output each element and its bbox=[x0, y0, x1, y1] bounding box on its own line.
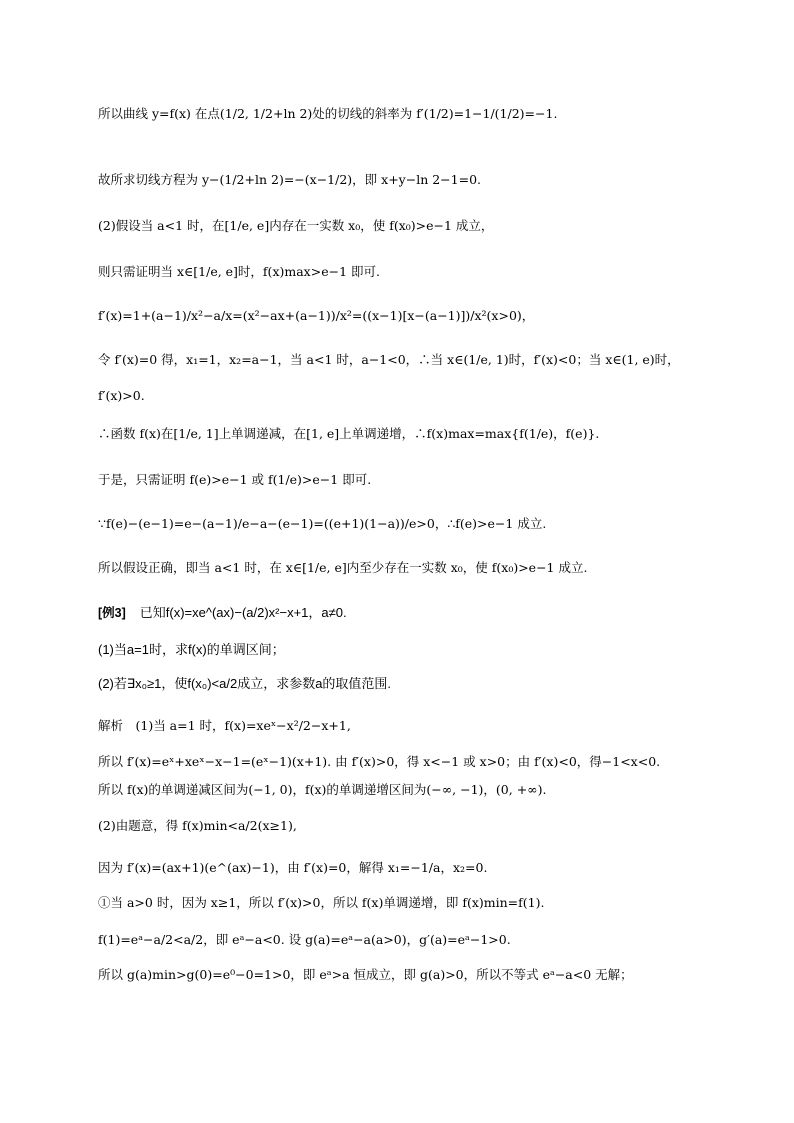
solution-line: 所以 f(x)的单调递减区间为(−1, 0)，f(x)的单调递增区间为(−∞, −1)，(0, +∞). bbox=[98, 782, 547, 797]
text-line: 则只需证明当 x∈[1/e, e]时，f(x)max>e−1 即可. bbox=[98, 264, 380, 279]
solution-line: 解析 (1)当 a=1 时，f(x)=xeˣ−x²/2−x+1, bbox=[98, 718, 351, 733]
solution-line: ①当 a>0 时，因为 x≥1，所以 f′(x)>0，所以 f(x)单调递增，即 f(x)min=f(1). bbox=[98, 895, 545, 910]
text-line: ∴函数 f(x)在[1/e, 1]上单调递减，在[1, e]上单调递增，∴f(x)max=max{f(1/e)，f(e)}. bbox=[98, 426, 600, 441]
text-line: 于是，只需证明 f(e)>e−1 或 f(1/e)>e−1 即可. bbox=[98, 472, 372, 487]
solution-line: 因为 f′(x)=(ax+1)(e^(ax)−1)，由 f′(x)=0，解得 x₁=−1/a，x₂=0. bbox=[98, 860, 488, 875]
example-header bbox=[98, 605, 734, 621]
text-line: 令 f′(x)=0 得，x₁=1，x₂=a−1，当 a<1 时，a−1<0，∴当 x∈(1/e, 1)时，f′(x)<0；当 x∈(1, e)时， bbox=[98, 352, 680, 367]
example-question-1: (1)当a=1时，求f(x)的单调区间； bbox=[98, 642, 285, 657]
text-line: f′(x)>0. bbox=[98, 388, 145, 403]
solution-line: f(1)=eᵃ−a/2<a/2，即 eᵃ−a<0. 设 g(a)=eᵃ−a(a>0)，g′(a)=eᵃ−1>0. bbox=[98, 932, 511, 947]
example-label: [例3] bbox=[98, 606, 126, 620]
text-line: ∵f(e)−(e−1)=e−(a−1)/e−a−(e−1)=((e+1)(1−a))/e>0，∴f(e)>e−1 成立. bbox=[98, 516, 547, 531]
example-statement: 已知f(x)=xe^(ax)−(a/2)x²−x+1，a≠0. bbox=[139, 605, 347, 620]
example-question-2: (2)若∃x₀≥1，使f(x₀)<a/2成立，求参数a的取值范围. bbox=[98, 676, 392, 691]
solution-line: (2)由题意，得 f(x)min<a/2(x≥1), bbox=[98, 818, 297, 833]
text-line: 故所求切线方程为 y−(1/2+ln 2)=−(x−1/2)，即 x+y−ln 2−1=0. bbox=[98, 172, 482, 187]
text-line: (2)假设当 a<1 时，在[1/e, e]内存在一实数 x₀，使 f(x₀)>e−1 成立， bbox=[98, 218, 494, 233]
text-line: 所以曲线 y=f(x) 在点(1/2, 1/2+ln 2)处的切线的斜率为 f′(1/2)=1−1/(1/2)=−1. bbox=[98, 106, 558, 121]
text-line: 所以假设正确，即当 a<1 时，在 x∈[1/e, e]内至少存在一实数 x₀，使 f(x₀)>e−1 成立. bbox=[98, 560, 588, 575]
text-line: f′(x)=1+(a−1)/x²−a/x=(x²−ax+(a−1))/x²=((x−1)[x−(a−1)])/x²(x>0)， bbox=[98, 308, 535, 323]
solution-line: 所以 f′(x)=eˣ+xeˣ−x−1=(eˣ−1)(x+1). 由 f′(x)>0，得 x<−1 或 x>0；由 f′(x)<0，得−1<x<0. bbox=[98, 754, 661, 769]
solution-line: 所以 g(a)min>g(0)=e⁰−0=1>0，即 eᵃ>a 恒成立，即 g(a)>0，所以不等式 eᵃ−a<0 无解； bbox=[98, 967, 633, 982]
